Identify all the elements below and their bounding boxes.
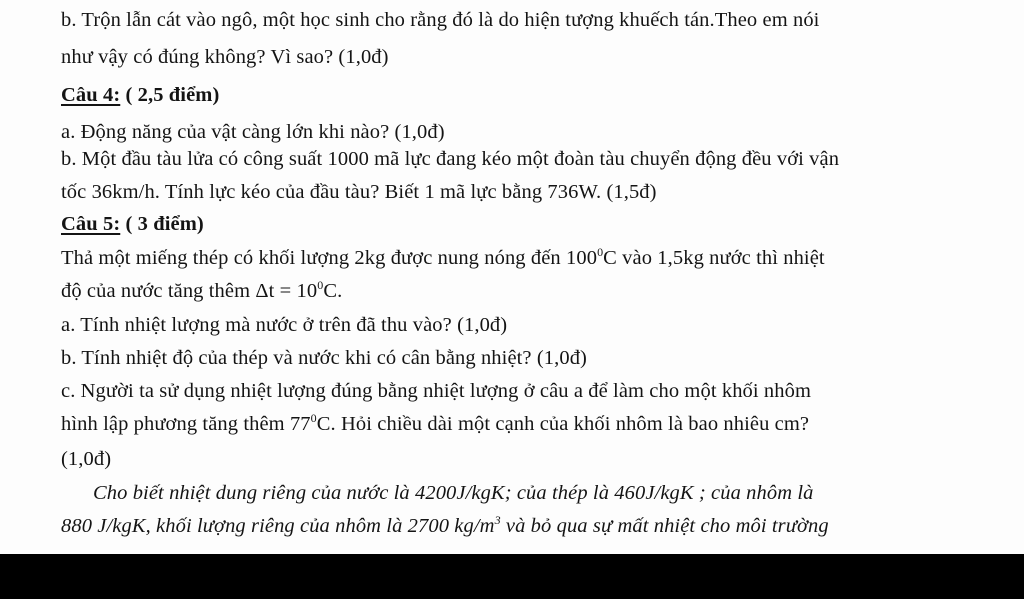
question-3b-line-2: như vậy có đúng không? Vì sao? (1,0đ) (61, 46, 389, 68)
intro-text: Thả một miếng thép có khối lượng 2kg được nung nóng đến (61, 247, 566, 269)
cube-temperature-value: 77 (289, 413, 311, 435)
question-5-intro-line-2 (61, 279, 342, 303)
delta-degree: 0 (317, 278, 324, 292)
question-5c-line-1: c. Người ta sử dụng nhiệt lượng đúng bằng nhiệt lượng ở câu a để làm cho một khối nhôm (61, 380, 812, 402)
question-4a: a. Động năng của vật càng lớn khi nào? (1,0đ) (61, 121, 445, 143)
temperature-value: 100 (566, 247, 598, 269)
temperature-unit-text: C vào 1,5kg nước thì nhiệt (603, 247, 825, 269)
cube-question-text: C. Hỏi chiều dài một cạnh của khối nhôm là bao nhiêu cm? (316, 413, 810, 435)
given-data-line-2 (61, 514, 829, 538)
question-4b-line-2: tốc 36km/h. Tính lực kéo của đầu tàu? Biết 1 mã lực bằng 736W. (1,5đ) (61, 181, 657, 203)
cau-4-label: Câu 4: (61, 84, 121, 106)
delta-unit: C. (323, 280, 343, 302)
cau-5-heading (61, 212, 204, 236)
question-5c-line-2 (61, 412, 809, 436)
question-4b-line-1: b. Một đầu tàu lửa có công suất 1000 mã lực đang kéo một đoàn tàu chuyển động đều với vận (61, 148, 840, 170)
given-data-text: 880 J/kgK, khối lượng riêng của nhôm là 2700 kg/m (61, 515, 495, 537)
cube-degree: 0 (310, 411, 317, 425)
given-data-line-1: Cho biết nhiệt dung riêng của nước là 4200J/kgK; của thép là 460J/kgK ; của nhôm là (93, 482, 814, 504)
temperature-degree: 0 (597, 245, 604, 259)
delta-text: độ của nước tăng thêm (61, 280, 256, 302)
cau-4-points: ( 2,5 điểm) (120, 84, 220, 106)
question-5a: a. Tính nhiệt lượng mà nước ở trên đã thu vào? (1,0đ) (61, 314, 508, 336)
question-5-intro-line-1 (61, 246, 825, 270)
question-5b: b. Tính nhiệt độ của thép và nước khi có cân bằng nhiệt? (1,0đ) (61, 347, 587, 369)
cau-4-heading (61, 83, 219, 107)
delta-expression: Δt = 10 (255, 280, 318, 302)
black-bottom-bar (0, 554, 1024, 599)
cube-text: hình lập phương tăng thêm (61, 413, 290, 435)
cau-5-points: ( 3 điểm) (120, 213, 204, 235)
cau-5-label: Câu 5: (61, 213, 121, 235)
question-5c-points: (1,0đ) (61, 448, 112, 470)
given-data-text-end: và bỏ qua sự mất nhiệt cho môi trường (500, 515, 829, 537)
cubic-exponent: 3 (494, 513, 501, 527)
question-3b-line-1: b. Trộn lẫn cát vào ngô, một học sinh cho rằng đó là do hiện tượng khuếch tán.Theo em nói (61, 9, 820, 31)
